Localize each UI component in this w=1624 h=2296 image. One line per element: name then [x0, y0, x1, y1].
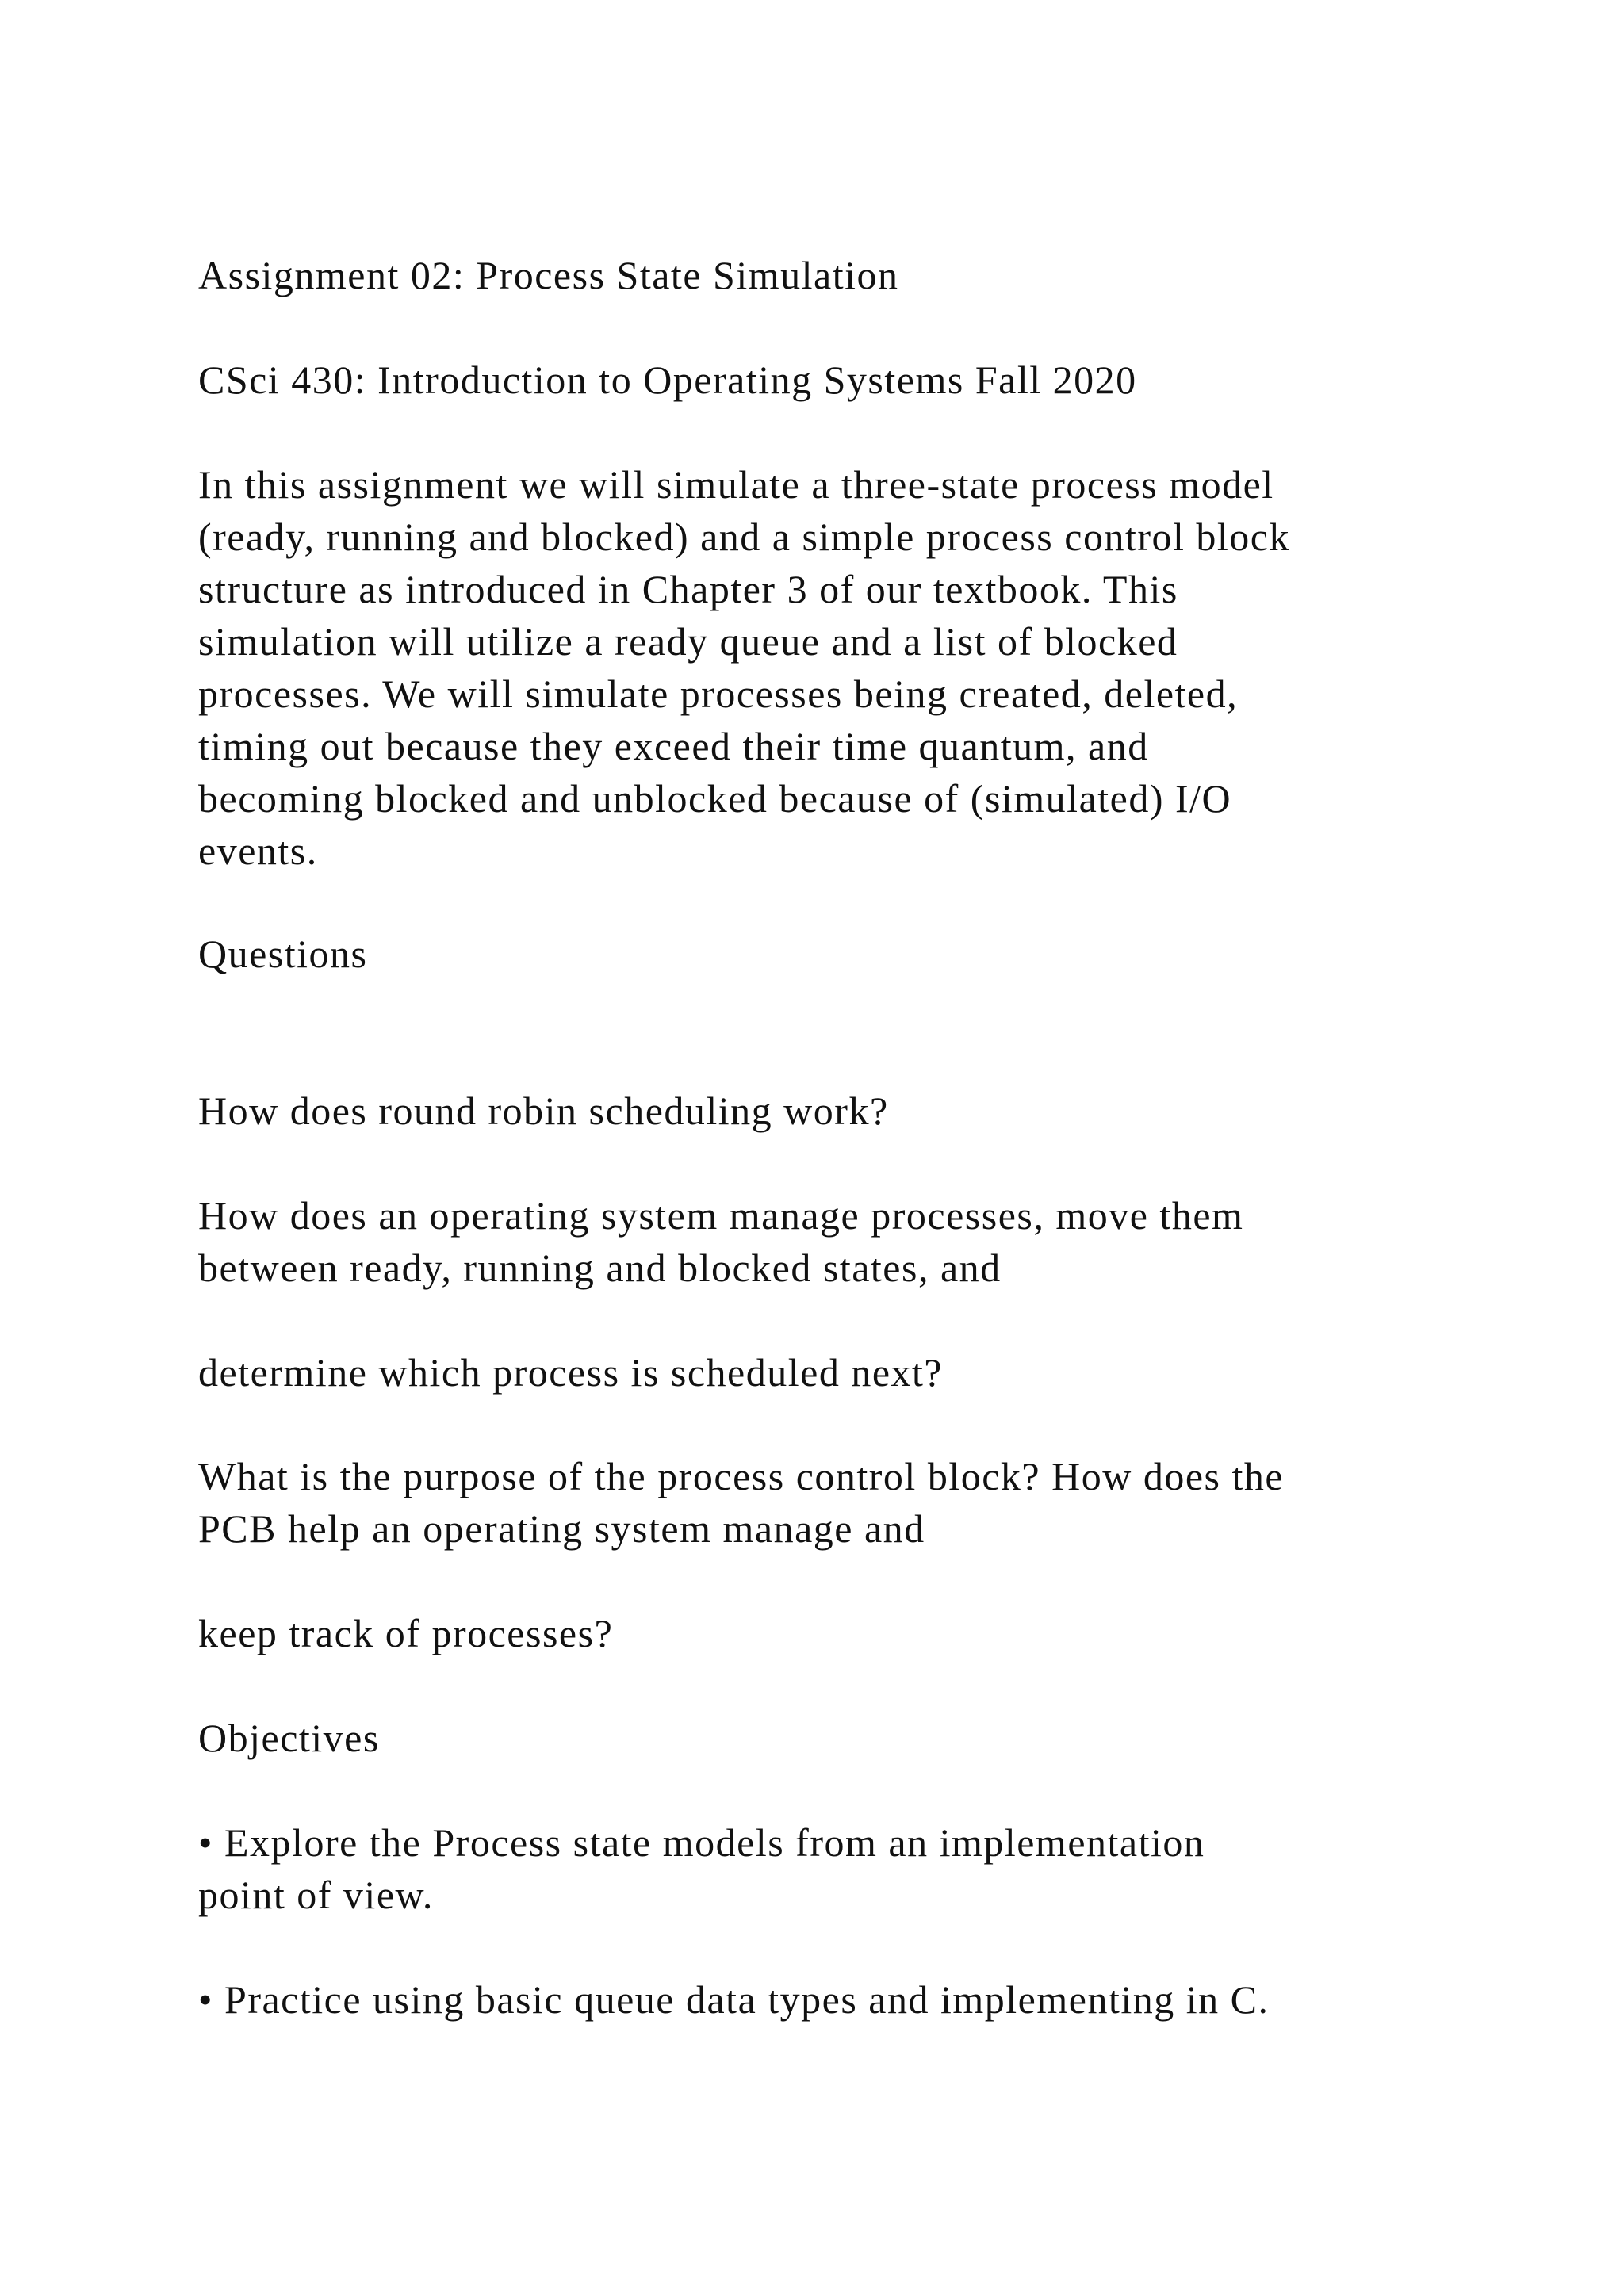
objective-line: point of view. [198, 1873, 434, 1917]
question-process-management-cont: determine which process is scheduled next? [198, 1350, 944, 1395]
question-pcb-cont: keep track of processes? [198, 1611, 614, 1655]
intro-line: becoming blocked and unblocked because of (simulated) I/O [198, 776, 1232, 821]
document-title: Assignment 02: Process State Simulation [198, 253, 899, 297]
course-line: CSci 430: Introduction to Operating Systems Fall 2020 [198, 358, 1137, 402]
question-line: PCB help an operating system manage and [198, 1506, 925, 1551]
question-process-management [198, 1189, 1507, 1294]
question-line: How does an operating system manage processes, move them [198, 1193, 1244, 1238]
intro-line: In this assignment we will simulate a three-state process model [198, 462, 1274, 507]
intro-paragraph [198, 458, 1507, 877]
intro-line: structure as introduced in Chapter 3 of our textbook. This [198, 567, 1178, 611]
objectives-heading: Objectives [198, 1716, 380, 1760]
intro-line: simulation will utilize a ready queue and a list of blocked [198, 619, 1178, 664]
intro-line: (ready, running and blocked) and a simple process control block [198, 515, 1290, 559]
objective-explore [198, 1816, 1507, 1921]
question-round-robin: How does round robin scheduling work? [198, 1089, 889, 1133]
objective-line: • Explore the Process state models from an implementation [198, 1820, 1205, 1865]
intro-line: timing out because they exceed their time quantum, and [198, 724, 1149, 768]
questions-heading: Questions [198, 932, 368, 976]
intro-line: processes. We will simulate processes being created, deleted, [198, 672, 1239, 716]
question-line: between ready, running and blocked states, and [198, 1246, 1002, 1290]
objective-queues: • Practice using basic queue data types and implementing in C. [198, 1977, 1270, 2022]
intro-line: events. [198, 828, 318, 873]
question-line: What is the purpose of the process control block? How does the [198, 1454, 1285, 1498]
question-pcb [198, 1450, 1507, 1555]
